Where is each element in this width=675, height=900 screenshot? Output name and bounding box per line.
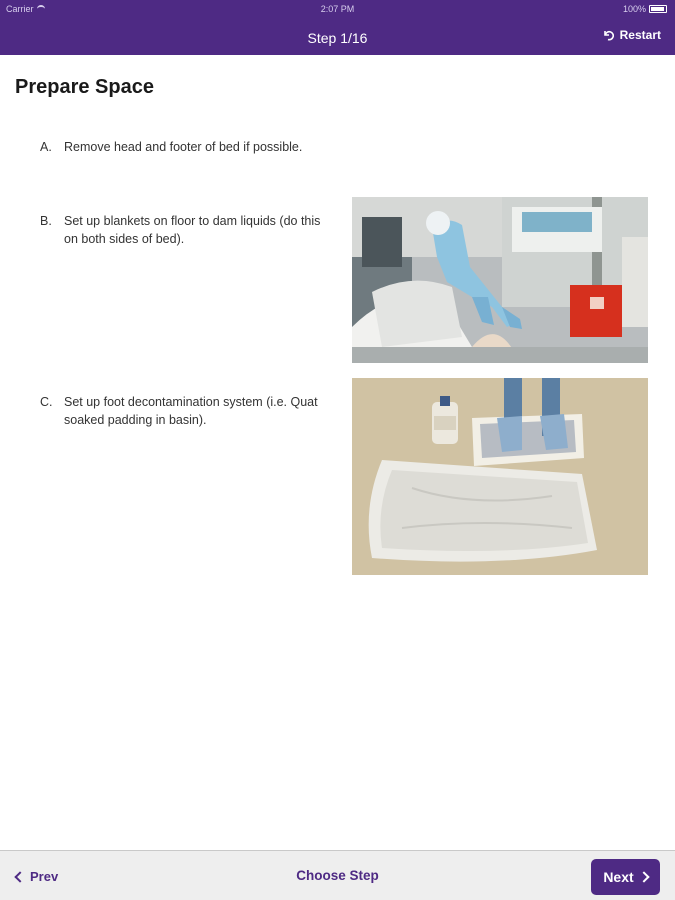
step-letter: A. <box>40 140 52 154</box>
choose-step-container <box>0 868 675 883</box>
step-item-b <box>40 212 330 248</box>
next-button[interactable] <box>591 859 660 895</box>
step-letter: C. <box>40 395 53 409</box>
photo-blankets-floor <box>352 197 648 363</box>
step-text: Set up blankets on floor to dam liquids (do this on both sides of bed). <box>64 214 321 246</box>
page-title: Prepare Space <box>15 76 154 98</box>
step-text: Set up foot decontamination system (i.e. Quat soaked padding in basin). <box>64 395 318 427</box>
battery-indicator <box>623 4 667 14</box>
restart-button[interactable] <box>602 28 661 42</box>
next-label: Next <box>603 869 634 885</box>
status-bar <box>0 0 675 18</box>
undo-arrow-icon <box>602 29 614 41</box>
choose-step-button[interactable]: Choose Step <box>296 868 379 883</box>
step-letter: B. <box>40 214 52 228</box>
carrier-label: Carrier <box>6 4 34 14</box>
bottom-toolbar <box>0 850 675 900</box>
prev-label: Prev <box>30 869 59 884</box>
step-item-c <box>40 393 330 429</box>
step-counter-title: Step 1/16 <box>307 30 368 46</box>
battery-percent: 100% <box>622 4 646 14</box>
step-text: Remove head and footer of bed if possible. <box>64 140 303 154</box>
restart-label: Restart <box>619 28 661 42</box>
step-item-a <box>40 138 330 156</box>
photo-foot-decontamination <box>352 378 648 575</box>
status-time: 2:07 PM <box>320 4 355 14</box>
battery-icon <box>649 5 667 13</box>
navigation-bar <box>0 0 675 55</box>
chevron-right-icon <box>638 871 649 882</box>
